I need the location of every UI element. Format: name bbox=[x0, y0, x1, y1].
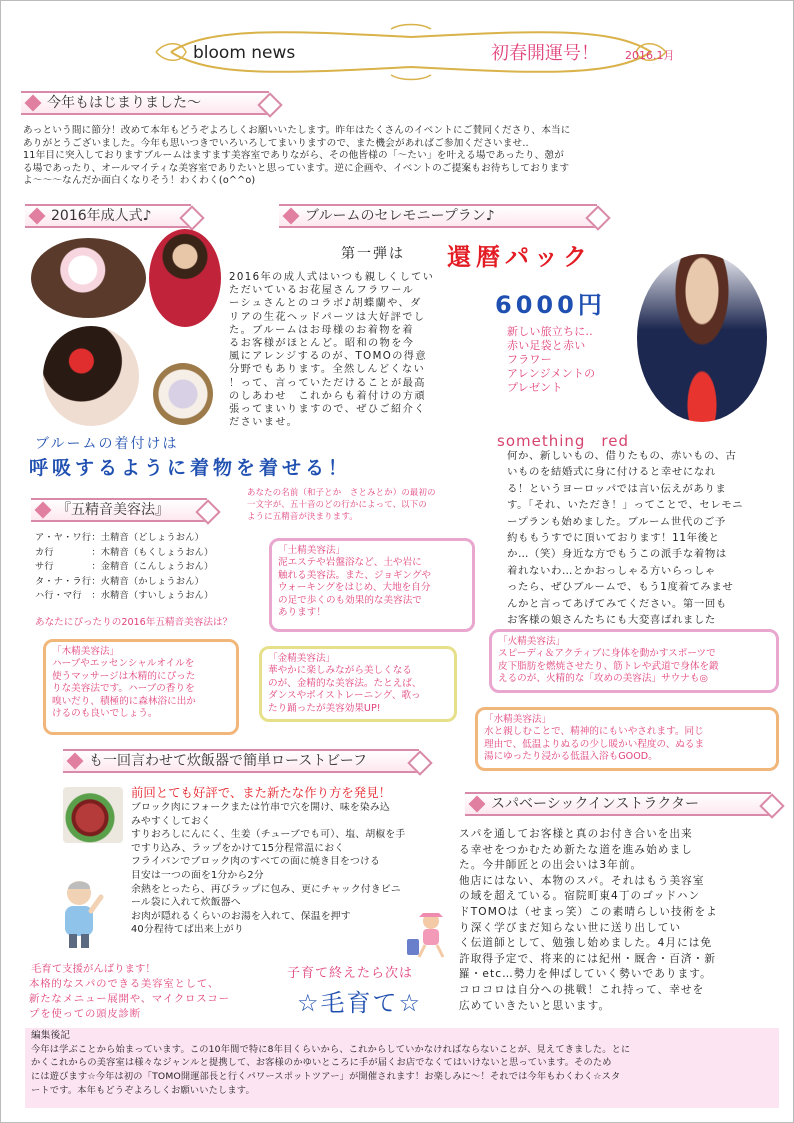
gosei-row: サ行 ：金精音（こんしょうおん） bbox=[35, 561, 214, 573]
editor-heading: 編集後記 bbox=[31, 1030, 71, 1041]
ikumo-text: 本格的なスパのできる美容室として、 新たなメニュー展開や、マイクロスコー プを使っての頭皮診断 bbox=[29, 978, 230, 1020]
do-sei-text: 泥エステや岩盤浴など、土や岩に 触れる美容法。また、ジョギングや ウォーキングをはじめ、大地を自分 の足で歩くのも効果的な美容法で あります！ bbox=[278, 557, 432, 619]
illustration-traveler-icon bbox=[405, 911, 451, 959]
kitsuke-slogan: 呼吸するように着物を着せる！ bbox=[29, 457, 352, 479]
something-red-heading: something red bbox=[497, 432, 630, 450]
gosei-name-note: あなたの名前（和子とか さとみとか）の最初の 一文字が、五十音のどの行かによって、以下の ように五精音が決まります。 bbox=[247, 487, 436, 521]
spa-heading: スパベーシックインストラクター bbox=[465, 792, 771, 816]
gosei-row: カ行 ：木精音（もくしょうおん） bbox=[35, 546, 214, 558]
illustration-person-icon bbox=[57, 877, 105, 949]
sui-sei-text: 水と親しむことで、精神的にもいやされます。同じ 理由で、低温よりぬるの少し暖かい程度の、ぬるま 湯にゆったり浸かる低温入浴もGOOD。 bbox=[484, 726, 705, 763]
moku-sei-title: 「木精美容法」 bbox=[52, 646, 120, 657]
intro-heading: 今年もはじまりました～ bbox=[21, 91, 269, 115]
editor-text: 今年は学ぶことから始まっています。この10年間で特に8年目くらいから、これからしていかなければならないことが、見えてきました。とに かくこれからの美容室は様々なジャンルと提携して、お客様のかゆいところに手が届くお店でなくてはいけないと思っています。そのため には遊びます☆今年は初の「TOMO開運部長と行くパワースポットツアー」が開催されます！お楽しみに～！それでは今年もわくわく☆スタ ートです。本年もどうぞよろしくお願いいたします。 bbox=[31, 1043, 631, 1096]
gosei-question: あなたにぴったりの2016年五精音美容法は？ bbox=[35, 617, 233, 628]
recipe-heading: も一回言わせて炊飯器で簡単ローストビーフ bbox=[63, 749, 419, 773]
seijinshiki-text: 2016年の成人式はいつも親しくしてい ただいているお花屋さんフラワール ーシュさんとのコラボ♪胡蝶蘭や、ダ リアの生花ヘッドパーツは大好評でし た。ブルームはお母様のお着物を着 るお客様がほとんど。昭和の物を今 風にアレンジするのが、TOMOの得意 分野でもあります。全然しんどくない ！って、言っていただけることが最高 のしあわせ これからも着付けの方頑 張ってまいりますので、ぜひご紹介く ださいませ。 bbox=[229, 272, 435, 429]
plan-price: 6000円 bbox=[495, 291, 606, 319]
plan-gift-note: 新しい旅立ちに‥ 赤い足袋と赤い フラワー アレンジメントの プレゼント bbox=[507, 325, 596, 394]
intro-line: よ～～～なんだか面白くなりそう！わくわく(o^^o) bbox=[23, 175, 256, 187]
intro-line: 11年目に突入しておりますブルームはますます美容室でありながら、その他皆様の「～たい」を叶える場であったり、憩が bbox=[23, 150, 564, 162]
ka-sei-box bbox=[489, 629, 779, 693]
gosei-heading: 『五精音美容法』 bbox=[31, 498, 207, 522]
sui-sei-title: 「水精美容法」 bbox=[484, 714, 552, 725]
ikumo-after: 子育て終えたら次は bbox=[287, 966, 414, 981]
hair-ornament-photo bbox=[153, 363, 213, 425]
kanreki-woman-photo bbox=[637, 254, 767, 422]
ka-sei-text: スピーディ＆アクティブに身体を動かすスポーツで 皮下脂肪を燃焼させたり、筋トレや武道で身体を鍛 えるのが、火精的な「攻めの美容法」サウナも◎ bbox=[498, 648, 719, 685]
ceremony-heading: ブルームのセレモニープラン♪ bbox=[279, 204, 597, 228]
do-sei-title: 「土精美容法」 bbox=[278, 545, 346, 556]
moku-sei-box bbox=[43, 639, 239, 735]
ikumo-support: 毛育て支援がんばります！ bbox=[31, 963, 156, 975]
ka-sei-title: 「火精美容法」 bbox=[498, 636, 566, 647]
kin-sei-text: 華やかに楽しみながら美しくなる のが、金精的な美容法。たとえば、 ダンスやポイストレーニング、歌っ たり踊ったが美容効果UP! bbox=[268, 665, 422, 714]
do-sei-box bbox=[269, 538, 475, 632]
spa-text: スパを通してお客様と真のお付き合いを出来 る幸せをつかむため新たな道を進み始めまし た。今井師匠との出会いは3年前。 他店にはない、本物のスパ。それはもう美容室 の域を超えている。宿院町東4丁のゴッドハン ドTOMOは（せまっ笑）この素晴らしい技術をよ り深く学びまだ知らない世に送り出してい く伝道師として、勉強し始めました。4月には免 許取得予定で、将来的には紀州・厩舎・百済・新 羅・etc…勢力を伸ばしていく勢いであります。 コロコロは自分への挑戦！これ持って、幸せを 広めていきたいと思います。 bbox=[459, 828, 718, 1012]
gosei-table bbox=[35, 531, 267, 604]
ikumo-slogan: ☆毛育て☆ bbox=[297, 989, 423, 1017]
plan-name: 還暦パック bbox=[447, 243, 592, 271]
recipe-tagline: 前回とても好評で、また新たな作り方を発見！ bbox=[131, 785, 391, 800]
intro-line: る場であったり、オールマイティな美容室でありたいと思っています。逆に企画や、イベントのご提案もお待ちしております bbox=[23, 162, 570, 174]
intro-line: あっという間に節分！改めて本年もどうぞよろしくお願いいたします。昨年はたくさんのイベントにご賛同くださり、本当に bbox=[23, 125, 571, 136]
issue-date: 2016.1月 bbox=[625, 49, 675, 62]
kitsuke-label: ブルームの着付けは bbox=[35, 436, 179, 452]
sui-sei-box bbox=[475, 707, 779, 771]
moku-sei-text: ハーブやエッセンシャルオイルを 使うマッサージは木精的にぴった りな美容法です。ハーブの香りを 嗅いだり、積極的に森林浴に出か けるのも良いでしょう。 bbox=[52, 658, 196, 720]
gosei-row: タ・ナ・ラ行：火精音（かしょうおん） bbox=[35, 575, 204, 587]
issue-title: 初春開運号！ bbox=[491, 43, 599, 64]
roast-beef-photo bbox=[63, 787, 123, 843]
something-red-text: 何か、新しいもの、借りたもの、赤いもの、古 いものを結婚式に身に付けると幸せになれ る！というヨーロッパでは言い伝えがありま す。「それ、いただき！」ってことで、セレモニ ープランも始めました。ブルーム世代のご予 約ももうすでに頂いております！11年後と か…（笑）身近な方でもうこの派手な着物は 着れないわ…とかおっしゃる方いらっしゃ ったら、ぜひブルームで、もう1度着てみませ んかと言ってあげてみてください。第一回も お客様の娘さんたちにも大変喜ばれました bbox=[507, 450, 744, 627]
kin-sei-box bbox=[259, 646, 457, 722]
recipe-steps: ブロック肉にフォークまたは竹串で穴を開け、味を染み込 みやすくしておく すりおろしにんにく、生姜（チューブでも可）、塩、胡椒を手 ですり込み、ラップをかけて15分程常温におく フライパンでブロック肉のすべての面に焼き目をつける 目安は一つの面を1分から2分 余熱をとったら、再びラップに包み、更にチャック付きビニ ール袋に入れて炊飯器へ お肉が隠れるくらいのお湯を入れて、保温を押す 40分程待てば出来上がり bbox=[131, 802, 406, 936]
intro-text bbox=[23, 125, 783, 188]
seijinshiki-heading: 2016年成人式♪ bbox=[25, 204, 191, 228]
hair-flower-photo bbox=[31, 238, 146, 318]
first-plan-label: 第一弾は bbox=[341, 246, 405, 262]
intro-line: ありがとうございました。今年も思いつきでいろいろしてまいりますので、また機会があればご参加くださいませ‥ bbox=[23, 137, 529, 149]
editor-note bbox=[25, 1028, 779, 1108]
kimono-girl-photo bbox=[149, 229, 221, 327]
newsletter-title: bloom news bbox=[193, 43, 296, 63]
kin-sei-title: 「金精美容法」 bbox=[268, 653, 336, 664]
gosei-row: ハ行・マ行 ：水精音（すいしょうおん） bbox=[35, 590, 214, 602]
red-dahlia-photo bbox=[43, 326, 139, 426]
gosei-row: ア・ヤ・ワ行：土精音（どしょうおん） bbox=[35, 532, 204, 543]
